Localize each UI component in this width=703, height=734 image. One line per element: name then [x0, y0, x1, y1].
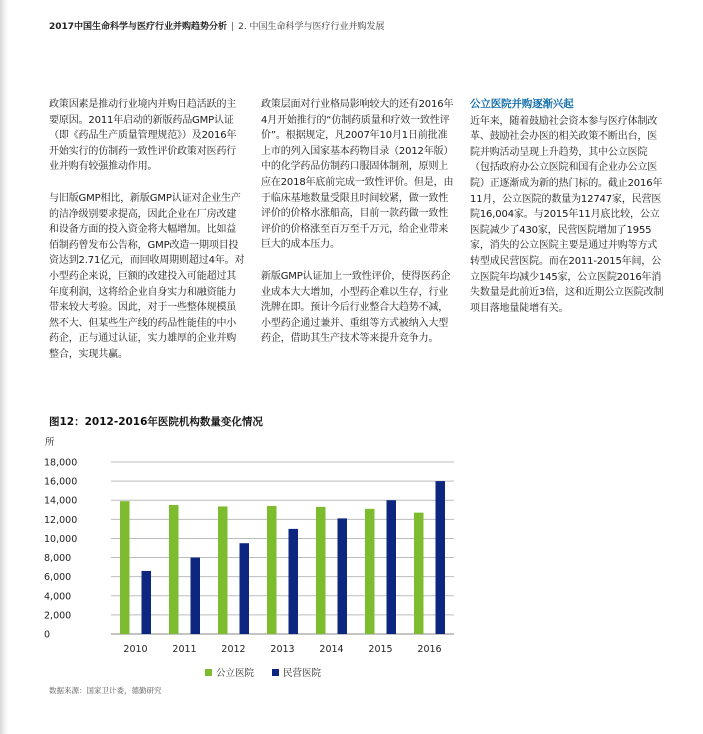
- bar-public-2014: [316, 507, 326, 634]
- bar-private-2013: [289, 529, 299, 634]
- section-title: 2. 中国生命科学与医疗行业并购发展: [238, 22, 385, 32]
- bar-private-2014: [338, 518, 348, 634]
- legend-label: 民营医院: [283, 668, 322, 679]
- figure-title: 图12：2012-2016年医院机构数量变化情况: [49, 416, 263, 428]
- bar-public-2011: [169, 505, 179, 634]
- paragraph: 政策因素是推动行业境内并购日趋活跃的主要原因。2011年启动的新版药品GMP认证（即《药品生产质量管理规范》）及2016年开始实行的仿制药一致性评价政策对医药行业并购有较强推动作用。: [49, 99, 237, 173]
- x-tick-label: 2012: [221, 644, 246, 655]
- paragraph: 近年来，随着鼓励社会资本参与医疗体制改革、鼓励社会办医的相关政策不断出台，医院并购活动呈现上升趋势，其中公立医院（包括政府办公立医院和国有企业办公立医院）正逐渐成为新的热门标的。截止2016年11月，公立医院的数量为12747家，民营医院16,004家。与2015年11月底比较，公立医院减少了430家，民营医院增加了1955家，消失的公立医院主要是通过并购等方式转型成民营医院。而在2011-2015年间，公立医院年均减少145家，公立医院2016年消失数量是此前近3倍，这和近期公立医院改制项目落地量陡增有关。: [470, 115, 664, 314]
- bar-private-2015: [387, 500, 397, 634]
- x-tick-label: 2015: [368, 644, 393, 655]
- chart-legend: [205, 667, 322, 679]
- report-title: 2017中国生命科学与医疗行业并购趋势分析: [49, 22, 228, 32]
- y-tick-label: 14,000: [44, 495, 78, 507]
- paragraph: 政策层面对行业格局影响较大的还有2016年4月开始推行的“仿制药质量和疗效一致性评价”。根据规定，凡2007年10月1日前批准上市的列入国家基本药物目录（2012年版）中的化学药品仿制药口服固体制剂，原则上应在2018年底前完成一致性评价。但是，由于临床基地数量受限且时间较紧，做一致性评价的价格水涨船高，目前一款药做一致性评价的价格涨至百万至千万元，给企业带来巨大的成本压力。: [261, 99, 454, 251]
- legend-label: 公立医院: [216, 668, 255, 679]
- y-tick-label: 16,000: [44, 476, 78, 488]
- y-tick-label: 10,000: [44, 533, 78, 545]
- y-tick-label: 6,000: [44, 572, 72, 584]
- legend-swatch: [205, 669, 212, 676]
- header-separator: |: [231, 22, 235, 32]
- x-axis: [123, 644, 441, 655]
- bar-private-2012: [240, 543, 250, 634]
- legend-swatch: [272, 669, 279, 676]
- subsection-heading: 公立医院并购逐渐兴起: [470, 98, 574, 110]
- y-axis-unit-label: 所: [45, 437, 55, 448]
- page-spine-shadow: [0, 0, 8, 734]
- x-tick-label: 2014: [319, 644, 344, 655]
- bar-public-2015: [365, 509, 375, 634]
- y-tick-label: 8,000: [44, 553, 72, 565]
- x-tick-label: 2010: [123, 644, 148, 655]
- bar-public-2010: [120, 501, 130, 634]
- bar-private-2016: [436, 481, 446, 634]
- y-tick-label: 2,000: [44, 610, 72, 622]
- hospital-count-bar-chart: [40, 432, 460, 682]
- bar-private-2010: [142, 571, 152, 634]
- paragraph: 新版GMP认证加上一致性评价，使得医药企业成本大大增加，小型药企难以生存，行业洗牌在即。预计今后行业整合大趋势不减，小型药企通过兼并、重组等方式被纳入大型药企，借助其生产技术等来提升竞争力。: [261, 270, 451, 345]
- paragraph: 与旧版GMP相比，新版GMP认证对企业生产的洁净级别要求提高，因此企业在厂房改建和设备方面的投入资金将大幅增加。比如益佰制药曾发布公告称，GMP改造一期项目投资达到2.71亿元，而回收周期则超过4年。对小型药企来说，巨额的改建投入可能超过其年度利润，这将给企业自身实力和融资能力带来较大考验。因此，对于一些整体规模虽然不大、但某些生产线的药品性能佳的中小药企，正与通过认证，实力雄厚的企业并购整合，实现共赢。: [49, 192, 245, 360]
- y-axis: [44, 458, 77, 641]
- text-column-3: [470, 97, 666, 332]
- bar-public-2016: [414, 513, 424, 634]
- x-tick-label: 2011: [172, 644, 197, 655]
- data-source-note: 数据来源：国家卫计委，德勤研究: [49, 686, 162, 695]
- y-tick-label: 4,000: [44, 591, 72, 603]
- running-header: [49, 19, 385, 32]
- y-tick-label: 12,000: [44, 514, 78, 526]
- chart-gridlines: [111, 462, 454, 634]
- y-tick-label: 0: [44, 629, 51, 641]
- y-tick-label: 18,000: [44, 457, 78, 469]
- x-tick-label: 2013: [270, 644, 295, 655]
- bar-public-2013: [267, 506, 277, 634]
- bar-public-2012: [218, 506, 228, 634]
- text-column-2: [261, 97, 457, 363]
- x-tick-label: 2016: [417, 644, 442, 655]
- bar-private-2011: [191, 558, 201, 634]
- text-column-1: [49, 97, 245, 379]
